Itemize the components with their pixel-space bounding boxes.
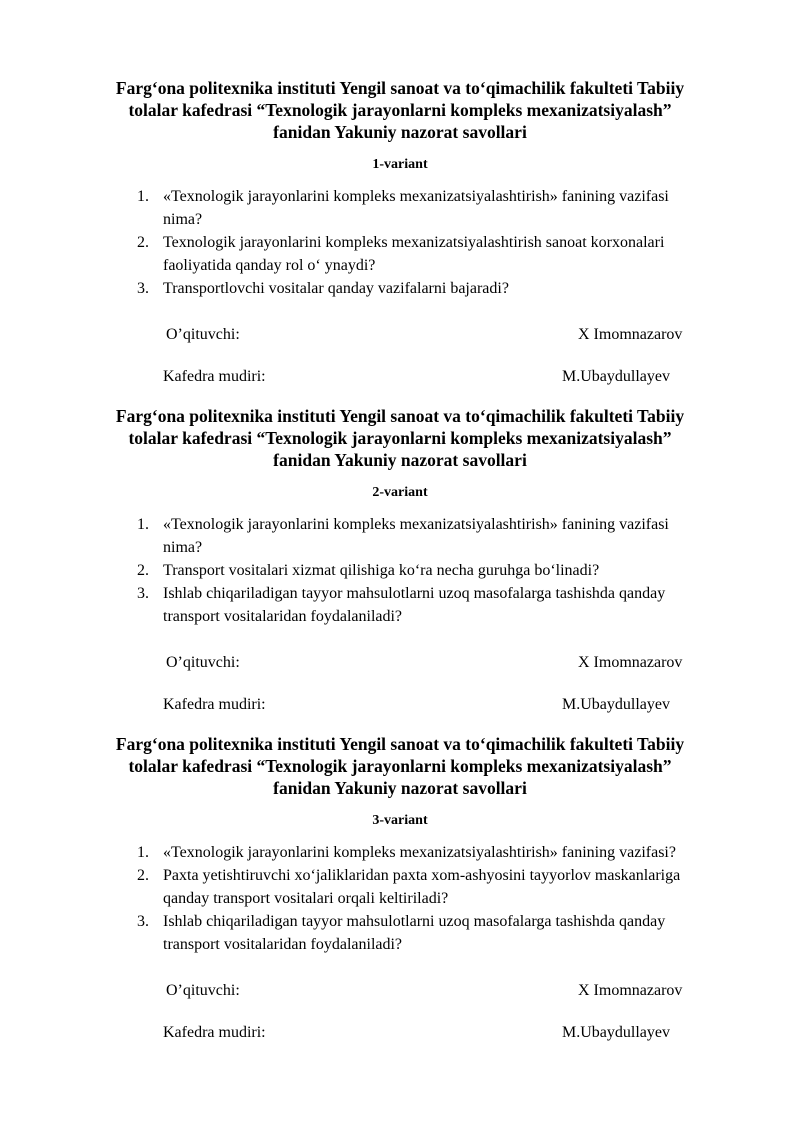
question-text-line: Transport vositalari xizmat qilishiga ko‘ra necha guruhga bo‘linadi? [163,562,600,579]
variant-label: 3-variant [372,813,428,828]
question-text-line: Transportlovchi vositalar qanday vazifalarni bajaradi? [163,280,509,297]
teacher-name: X Imomnazarov [578,326,683,343]
question-text-line: «Texnologik jarayonlarini kompleks mexanizatsiyalashtirish» fanining vazifasi? [163,844,676,861]
question-number: 1. [137,188,149,205]
teacher-label: O’qituvchi: [166,326,240,343]
question-text-line: Paxta yetishtiruvchi xo‘jaliklaridan paxta xom-ashyosini tayyorlov maskanlariga [163,867,681,884]
question-item [137,841,737,864]
question-list [137,513,737,628]
head-name: M.Ubaydullayev [562,696,670,713]
question-item [137,864,737,910]
head-label: Kafedra mudiri: [163,368,266,385]
question-number: 1. [137,844,149,861]
teacher-label: O’qituvchi: [166,654,240,671]
question-list [137,841,737,956]
head-name: M.Ubaydullayev [562,368,670,385]
question-text-line: «Texnologik jarayonlarini kompleks mexanizatsiyalashtirish» fanining vazifasi [163,516,669,533]
question-item [137,185,737,231]
question-text-line: Ishlab chiqariladigan tayyor mahsulotlarni uzoq masofalarga tashishda qanday [163,913,666,930]
question-text-line: «Texnologik jarayonlarini kompleks mexanizatsiyalashtirish» fanining vazifasi [163,188,669,205]
question-item [137,231,737,277]
question-item [137,910,737,956]
teacher-name: X Imomnazarov [578,654,683,671]
question-text-line: transport vositalaridan foydalaniladi? [163,936,403,953]
question-number: 3. [137,280,149,297]
variant-label: 2-variant [372,485,428,500]
heading-line: tolalar kafedrasi “Texnologik jarayonlarni kompleks mexanizatsiyalash” [128,428,672,448]
heading-line: fanidan Yakuniy nazorat savollari [273,122,527,142]
heading-line: Farg‘ona politexnika instituti Yengil sanoat va to‘qimachilik fakulteti Tabiiy [115,78,685,98]
question-item [137,582,737,628]
question-item [137,559,737,582]
question-number: 2. [137,562,149,579]
question-text-line: transport vositalaridan foydalaniladi? [163,608,403,625]
question-number: 3. [137,913,149,930]
heading-line: tolalar kafedrasi “Texnologik jarayonlarni kompleks mexanizatsiyalash” [128,100,672,120]
variant-heading [100,405,700,471]
question-item [137,513,737,559]
variant-heading [100,77,700,143]
question-text-line: Texnologik jarayonlarini kompleks mexanizatsiyalashtirish sanoat korxonalari [163,234,665,251]
head-label: Kafedra mudiri: [163,1024,266,1041]
question-number: 2. [137,867,149,884]
heading-line: fanidan Yakuniy nazorat savollari [273,450,527,470]
teacher-label: O’qituvchi: [166,982,240,999]
variant-block-1 [0,77,800,407]
variant-block-3 [0,733,800,1063]
question-text-line: Ishlab chiqariladigan tayyor mahsulotlarni uzoq masofalarga tashishda qanday [163,585,666,602]
question-number: 3. [137,585,149,602]
variant-block-2 [0,405,800,735]
heading-line: fanidan Yakuniy nazorat savollari [273,778,527,798]
question-item [137,277,737,300]
question-number: 1. [137,516,149,533]
question-text-line: nima? [163,211,203,228]
teacher-name: X Imomnazarov [578,982,683,999]
heading-line: Farg‘ona politexnika instituti Yengil sanoat va to‘qimachilik fakulteti Tabiiy [115,406,685,426]
head-name: M.Ubaydullayev [562,1024,670,1041]
head-label: Kafedra mudiri: [163,696,266,713]
question-text-line: nima? [163,539,203,556]
heading-line: Farg‘ona politexnika instituti Yengil sanoat va to‘qimachilik fakulteti Tabiiy [115,734,685,754]
question-text-line: qanday transport vositalari orqali keltiriladi? [163,890,449,907]
question-list [137,185,737,300]
variant-label: 1-variant [372,157,428,172]
variant-heading [100,733,700,799]
question-text-line: faoliyatida qanday rol o‘ ynaydi? [163,257,376,274]
heading-line: tolalar kafedrasi “Texnologik jarayonlarni kompleks mexanizatsiyalash” [128,756,672,776]
question-number: 2. [137,234,149,251]
